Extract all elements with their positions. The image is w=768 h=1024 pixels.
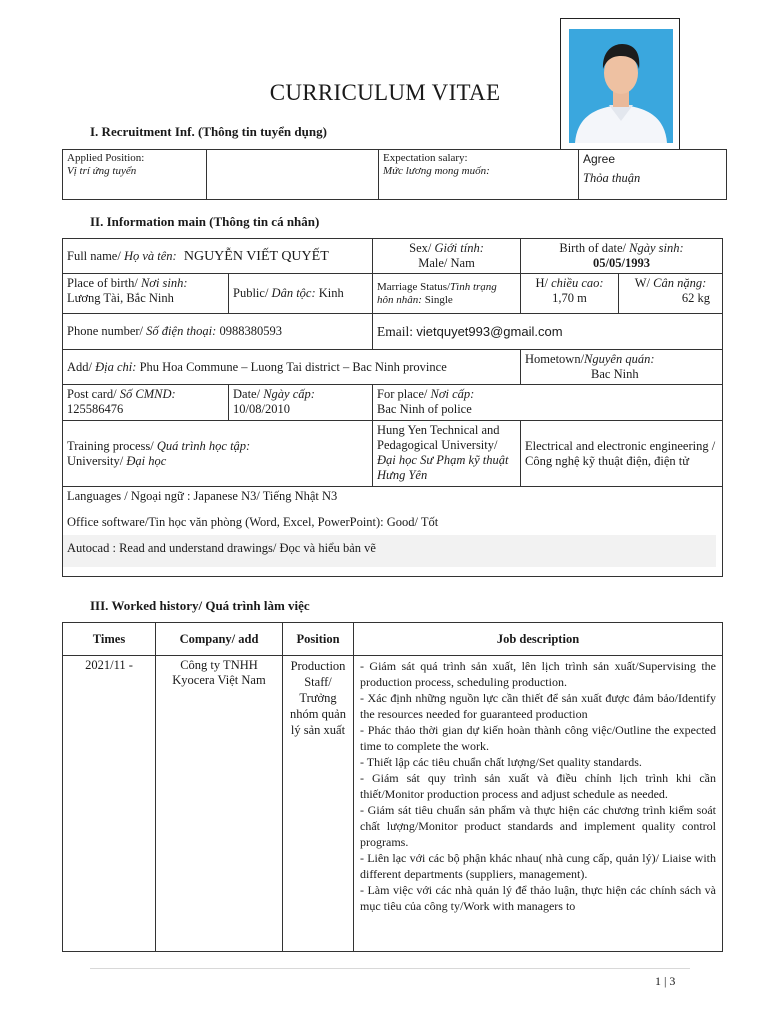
sex-label: Sex/	[409, 241, 435, 255]
agree-text-vi: Thỏa thuận	[583, 171, 641, 185]
profile-photo-frame	[560, 18, 680, 150]
issue-date-label-vi: Ngày cấp:	[263, 387, 315, 401]
applied-position-value[interactable]	[207, 150, 379, 200]
marriage-status-label: Marriage Status/	[377, 280, 451, 293]
header-job-description: Job description	[354, 623, 723, 656]
height-label: H/	[535, 276, 552, 290]
training-label-vi: Quá trình học tập:	[156, 438, 251, 453]
phone-label: Phone number/	[67, 324, 147, 338]
hometown-cell	[521, 350, 723, 385]
applied-position-label: Applied Position:	[67, 152, 145, 164]
work-history-table	[62, 622, 723, 952]
full-name-label-vi: Họ và tên:	[123, 248, 177, 263]
place-of-birth-label-vi: Nơi sinh:	[140, 276, 188, 290]
job-item: - Giám sát quy trình sản xuất và điều chỉnh lịch trình khi cần thiết/Monitor production process and adjust schedule as needed.	[360, 771, 716, 801]
hometown-label-vi: Nguyên quán:	[584, 352, 655, 366]
office-software-line: Office software/Tin học văn phòng (Word, Excel, PowerPoint): Good/ Tốt	[67, 515, 439, 529]
page-number: 1 | 3	[655, 974, 676, 988]
weight-label: W/	[634, 276, 654, 290]
issue-place-value: Bac Ninh of police	[377, 402, 472, 416]
sex-value: Male/ Nam	[418, 256, 475, 270]
height-value: 1,70 m	[552, 291, 587, 305]
address-cell	[63, 350, 521, 385]
weight-value: 62 kg	[681, 291, 711, 305]
recruitment-table	[62, 149, 727, 200]
email-value[interactable]: vietquyet993@gmail.com	[416, 324, 563, 339]
school-name-vi: Đại học Sư Phạm kỹ thuật Hưng Yên	[377, 453, 509, 482]
weight-cell	[619, 274, 723, 314]
training-value: University/	[67, 453, 127, 468]
languages-line: Languages / Ngoại ngữ : Japanese N3/ Tiếng Nhật N3	[67, 489, 338, 503]
place-of-birth-value: Lương Tài, Bắc Ninh	[67, 291, 174, 305]
table-row	[63, 656, 723, 952]
birth-date-value: 05/05/1993	[593, 256, 650, 270]
ethnicity-label-vi: Dân tộc:	[271, 286, 316, 300]
job-item: - Giám sát tiêu chuẩn sản phẩm và thực hiện các chương trình kiểm soát chất lượng/Monitor product standards and implement quality control programs.	[360, 803, 716, 849]
email-label: Email:	[377, 324, 417, 339]
marriage-status-label-vi: Tình trạng hôn nhân:	[377, 280, 497, 306]
full-name-label: Full name/	[67, 248, 124, 263]
work-time: 2021/11 -	[63, 656, 156, 952]
hometown-label: Hometown/	[525, 352, 585, 366]
work-company: Công ty TNHH Kyocera Việt Nam	[156, 656, 283, 952]
full-name-cell	[63, 239, 373, 274]
person-photo-icon	[569, 29, 673, 143]
issue-place-cell	[373, 385, 723, 421]
section-information-heading: II. Information main (Thông tin cá nhân)	[90, 214, 320, 229]
birth-date-label: Birth of date/	[559, 241, 630, 255]
job-item: - Phác thảo thời gian dự kiến hoàn thành công việc/Outline the expected time to complete the work.	[360, 723, 716, 753]
footer-divider	[90, 968, 690, 969]
school-name: Hung Yen Technical and Pedagogical University/	[377, 423, 500, 452]
id-card-label-vi: Số CMND:	[119, 387, 176, 401]
height-cell	[521, 274, 619, 314]
section-history-heading: III. Worked history/ Quá trình làm việc	[90, 598, 310, 613]
job-item: - Giám sát quá trình sản xuất, lên lịch trình sản xuất/Supervising the production process, scheduling production.	[360, 659, 716, 689]
marriage-status-value: Single	[421, 293, 453, 306]
work-position: Production Staff/ Trưởng nhóm quản lý sản xuất	[283, 656, 354, 952]
work-history-header-row	[63, 623, 723, 656]
id-card-label: Post card/	[67, 387, 120, 401]
agree-text: Agree	[583, 152, 616, 166]
phone-cell	[63, 314, 373, 350]
job-description	[354, 656, 723, 952]
address-label-vi: Địa chỉ:	[95, 359, 137, 374]
section-recruitment-heading: I. Recruitment Inf. (Thông tin tuyển dụng)	[90, 124, 327, 139]
document-title: CURRICULUM VITAE	[269, 80, 501, 105]
header-times: Times	[63, 623, 156, 656]
sex-label-vi: Giới tính:	[434, 241, 484, 255]
header-company: Company/ add	[156, 623, 283, 656]
birth-date-label-vi: Ngày sinh:	[629, 241, 684, 255]
major-value: Electrical and electronic engineering / Công nghệ kỹ thuật điện, điện tử	[525, 438, 716, 468]
place-of-birth-cell	[63, 274, 229, 314]
training-value-vi: Đại học	[126, 453, 167, 468]
expected-salary-cell	[379, 150, 579, 200]
address-value: Phu Hoa Commune – Luong Tai district – Bac Ninh province	[136, 359, 447, 374]
header-position: Position	[283, 623, 354, 656]
birth-date-cell	[521, 239, 723, 274]
hometown-value: Bac Ninh	[591, 367, 639, 381]
address-label: Add/	[67, 359, 96, 374]
applied-position-label-vi: Vị trí ứng tuyển	[67, 165, 137, 177]
issue-date-label: Date/	[233, 387, 264, 401]
skills-cell	[63, 487, 723, 577]
full-name-value: NGUYỄN VIẾT QUYẾT	[183, 248, 329, 264]
expected-salary-value	[579, 150, 727, 200]
training-label: Training process/	[67, 438, 157, 453]
job-item: - Làm việc với các nhà quản lý để thảo luận, thực hiện các chính sách và mục tiêu của công ty/Work with managers to	[360, 883, 716, 913]
job-item: - Thiết lập các tiêu chuẩn chất lượng/Set quality standards.	[360, 755, 642, 769]
email-cell	[373, 314, 723, 350]
personal-info-table	[62, 238, 723, 577]
ethnicity-value: Kinh	[315, 286, 344, 300]
issue-place-label-vi: Nơi cấp:	[430, 387, 475, 401]
issue-place-label: For place/	[377, 387, 431, 401]
applied-position-cell	[63, 150, 207, 200]
major-cell	[521, 421, 723, 487]
id-card-value: 125586476	[67, 402, 124, 416]
phone-label-vi: Số điện thoại:	[146, 324, 217, 338]
profile-photo	[569, 29, 673, 143]
ethnicity-label: Public/	[233, 286, 272, 300]
job-item: - Liên lạc với các bộ phận khác nhau( nhà cung cấp, quản lý)/ Liaise with different departments (suppliers, management).	[360, 851, 716, 881]
autocad-line: Autocad : Read and understand drawings/ Đọc và hiểu bản vẽ	[63, 535, 716, 567]
ethnicity-cell	[229, 274, 373, 314]
weight-label-vi: Cân nặng:	[653, 276, 707, 290]
id-card-cell	[63, 385, 229, 421]
marriage-status-cell	[373, 274, 521, 314]
issue-date-cell	[229, 385, 373, 421]
height-label-vi: chiều cao:	[551, 276, 604, 290]
issue-date-value: 10/08/2010	[233, 402, 290, 416]
job-item: - Xác định những nguồn lực cần thiết để sản xuất được đảm bảo/Identify the resources needed for guaranteed production	[360, 691, 716, 721]
training-cell	[63, 421, 373, 487]
phone-value: 0988380593	[216, 324, 282, 338]
expected-salary-label-vi: Mức lương mong muốn:	[383, 165, 490, 177]
sex-cell	[373, 239, 521, 274]
place-of-birth-label: Place of birth/	[67, 276, 141, 290]
school-cell	[373, 421, 521, 487]
expected-salary-label: Expectation salary:	[383, 152, 468, 164]
